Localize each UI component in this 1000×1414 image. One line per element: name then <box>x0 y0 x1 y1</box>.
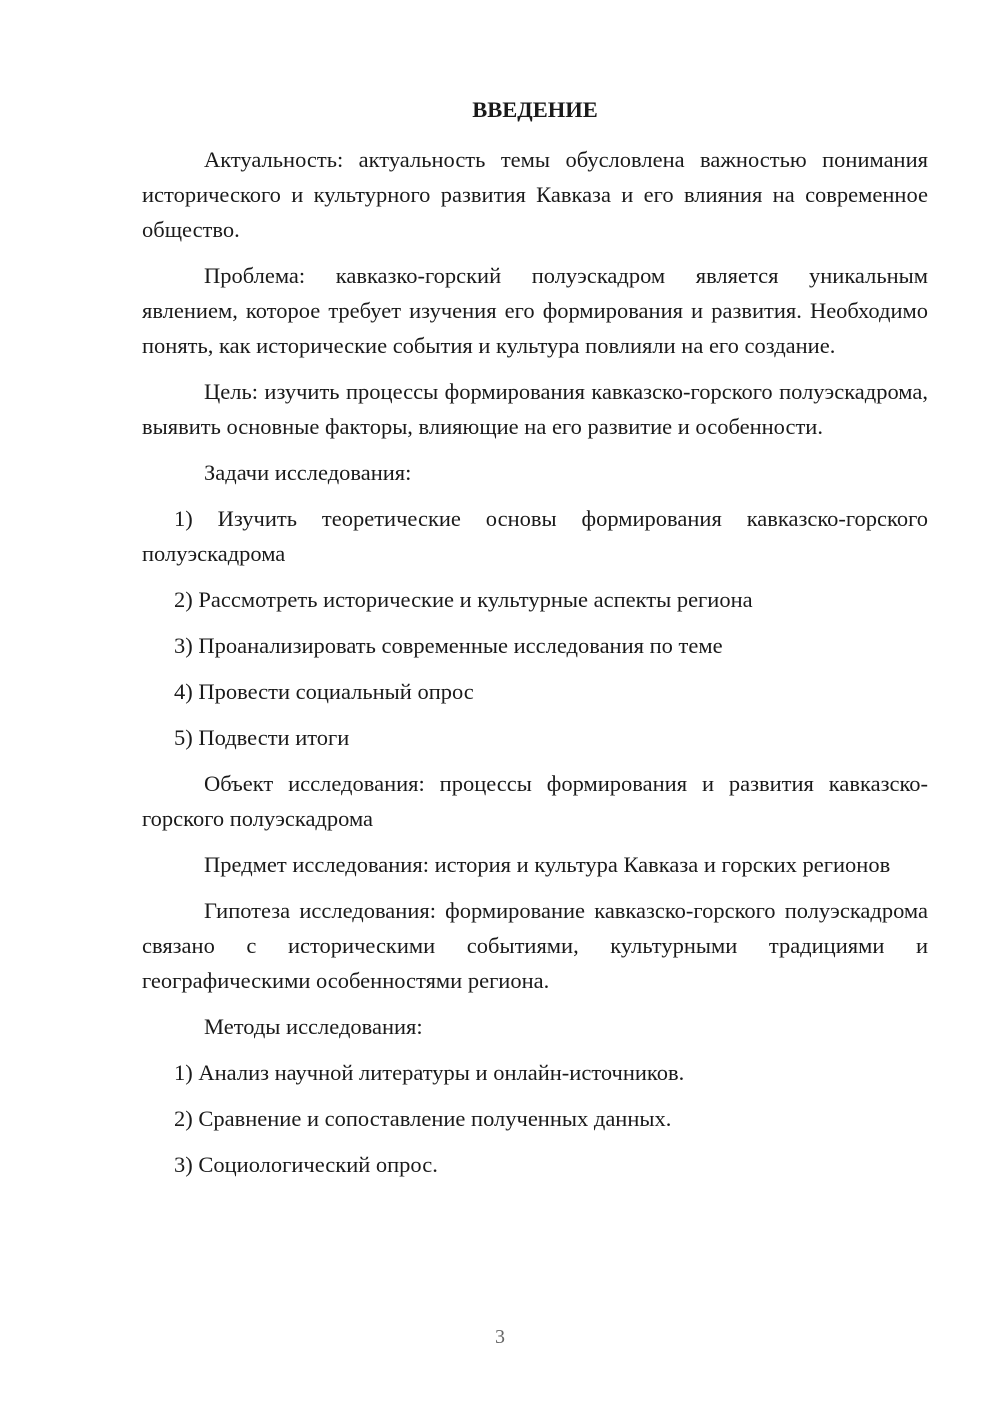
task-item: 1) Изучить теоретические основы формирования кавказско-горского полуэскадрома <box>142 506 928 566</box>
object-paragraph: Объект исследования: процессы формирования и развития кавказско-горского полуэскадрома <box>142 771 928 831</box>
method-item: 2) Сравнение и сопоставление полученных данных. <box>174 1106 672 1131</box>
document-page <box>142 92 928 1193</box>
tasks-heading: Задачи исследования: <box>204 460 412 485</box>
method-item: 3) Социологический опрос. <box>174 1152 438 1177</box>
methods-heading: Методы исследования: <box>204 1014 423 1039</box>
relevance-paragraph: Актуальность: актуальность темы обусловлена важностью понимания исторического и культурного развития Кавказа и его влияния на современное общество. <box>142 147 928 242</box>
page-number: 3 <box>495 1326 505 1348</box>
section-title: ВВЕДЕНИЕ <box>472 97 598 122</box>
task-item: 4) Провести социальный опрос <box>174 679 474 704</box>
hypothesis-paragraph: Гипотеза исследования: формирование кавказско-горского полуэскадрома связано с историческими событиями, культурными традициями и географическими особенностями региона. <box>142 898 928 993</box>
task-item: 5) Подвести итоги <box>174 725 350 750</box>
method-item: 1) Анализ научной литературы и онлайн-источников. <box>174 1060 685 1085</box>
problem-paragraph: Проблема: кавказко-горский полуэскадром является уникальным явлением, которое требует изучения его формирования и развития. Необходимо понять, как исторические события и культура повлияли на его создание. <box>142 263 928 358</box>
task-item: 3) Проанализировать современные исследования по теме <box>174 633 723 658</box>
task-item: 2) Рассмотреть исторические и культурные аспекты региона <box>174 587 753 612</box>
subject-paragraph: Предмет исследования: история и культура Кавказа и горских регионов <box>204 852 891 877</box>
goal-paragraph: Цель: изучить процессы формирования кавказско-горского полуэскадрома, выявить основные факторы, влияющие на его развитие и особенности. <box>142 379 928 439</box>
